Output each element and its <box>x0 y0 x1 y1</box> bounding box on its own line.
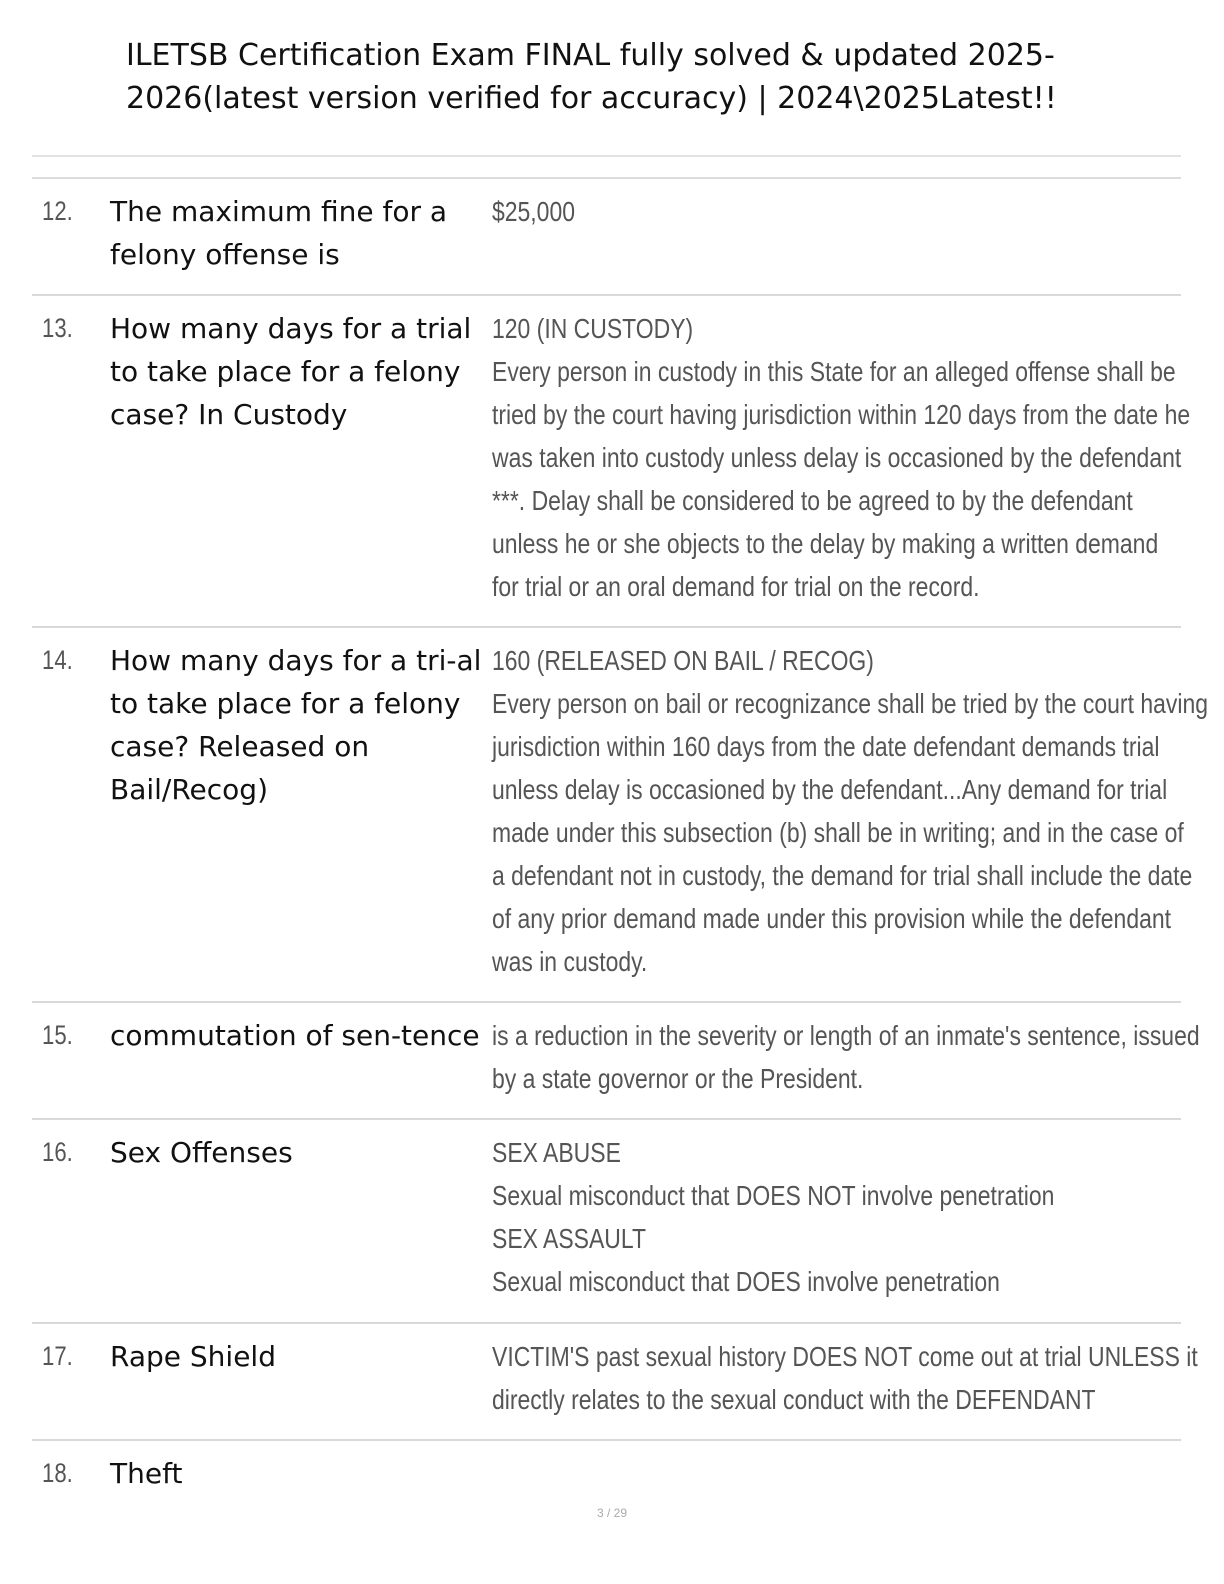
definition-line: unless he or she objects to the delay by making a written demand <box>492 528 1159 559</box>
flashcard <box>32 1014 1200 1114</box>
card-divider <box>32 626 1181 628</box>
definition-line: tried by the court having jurisdiction within 120 days from the date he <box>492 399 1191 430</box>
definition-line: Every person in custody in this State for an alleged offense shall be <box>492 356 1176 387</box>
card-number: 15. <box>42 1020 73 1050</box>
page-indicator: 3 / 29 <box>596 1506 628 1520</box>
definition-line: by a state governor or the President. <box>492 1063 864 1094</box>
card-number: 14. <box>42 645 73 675</box>
card-definition <box>492 1014 1200 1100</box>
definition-line: 160 (RELEASED ON BAIL / RECOG) <box>492 645 874 676</box>
card-number: 13. <box>42 313 73 343</box>
card-divider <box>32 1439 1181 1441</box>
definition-line: 120 (IN CUSTODY) <box>492 313 694 344</box>
flashcard <box>32 639 1209 994</box>
card-definition <box>492 639 1209 983</box>
definition-line: jurisdiction within 160 days from the date defendant demands trial <box>492 731 1160 762</box>
card-term: Theft <box>110 1457 183 1490</box>
definition-line: Sexual misconduct that DOES involve penetration <box>492 1266 1000 1297</box>
card-definition <box>492 307 1191 608</box>
card-divider <box>32 1001 1181 1003</box>
card-definition <box>492 1131 1181 1303</box>
definition-line: SEX ASSAULT <box>492 1223 646 1254</box>
flashcard <box>32 190 1181 290</box>
card-divider <box>32 1322 1181 1324</box>
card-number: 17. <box>42 1341 73 1371</box>
definition-line: a defendant not in custody, the demand for trial shall include the date <box>492 860 1193 891</box>
flashcard <box>32 1131 1181 1316</box>
definition-line: SEX ABUSE <box>492 1137 621 1168</box>
card-divider <box>32 1118 1181 1120</box>
card-definition <box>492 1335 1198 1421</box>
card-term: The maximum fine for a felony offense is <box>110 195 448 271</box>
definition-line: was taken into custody unless delay is occasioned by the defendant <box>492 442 1182 473</box>
card-definition <box>492 190 1181 233</box>
definition-line: of any prior demand made under this provision while the defendant <box>492 903 1172 934</box>
flashcard <box>32 307 1191 617</box>
definition-line: made under this subsection (b) shall be in writing; and in the case of <box>492 817 1184 848</box>
header-divider-second <box>32 177 1181 179</box>
definition-line: ***. Delay shall be considered to be agreed to by the defendant <box>492 485 1133 516</box>
card-number: 18. <box>42 1458 73 1488</box>
definition-line: VICTIM'S past sexual history DOES NOT come out at trial UNLESS it <box>492 1341 1198 1372</box>
card-term: How many days for a trial to take place for a felony case? In Custody <box>110 312 472 431</box>
definition-line: unless delay is occasioned by the defendant...Any demand for trial <box>492 774 1168 805</box>
definition-line: is a reduction in the severity or length of an inmate's sentence, issued <box>492 1020 1200 1051</box>
card-number: 12. <box>42 196 73 226</box>
definition-line: $25,000 <box>492 196 575 227</box>
header-divider <box>32 155 1181 157</box>
document-title: ILETSB Certification Exam FINAL fully solved & updated 2025-2026(latest version verified for accuracy) | 2024\2025Latest!! <box>126 38 1057 116</box>
definition-line: for trial or an oral demand for trial on the record. <box>492 571 980 602</box>
definition-line: directly relates to the sexual conduct with the DEFENDANT <box>492 1384 1096 1415</box>
card-term: commutation of sen-tence <box>110 1019 480 1052</box>
card-term: How many days for a tri-al to take place for a felony case? Released on Bail/Recog) <box>110 644 482 806</box>
flashcard <box>32 1335 1198 1435</box>
card-term: Sex Offenses <box>110 1136 293 1169</box>
card-number: 16. <box>42 1137 73 1167</box>
card-divider <box>32 294 1181 296</box>
definition-line: Sexual misconduct that DOES NOT involve penetration <box>492 1180 1055 1211</box>
flashcard <box>32 1452 1181 1502</box>
definition-line: was in custody. <box>492 946 648 977</box>
definition-line: Every person on bail or recognizance shall be tried by the court having <box>492 688 1209 719</box>
card-term: Rape Shield <box>110 1340 276 1373</box>
